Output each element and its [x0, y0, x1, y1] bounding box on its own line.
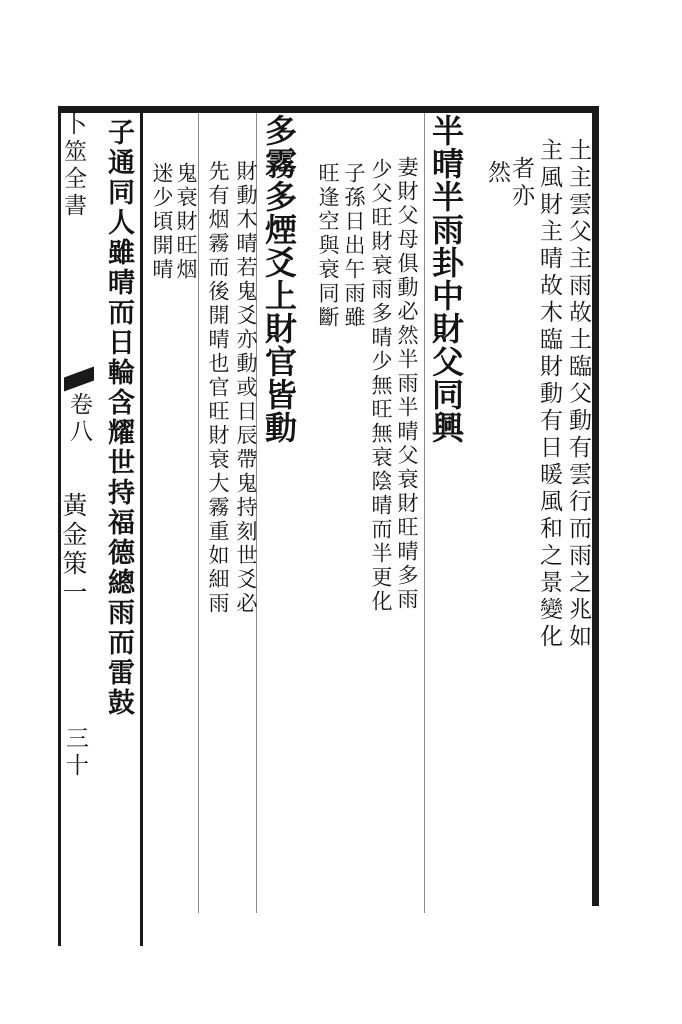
text-column: 妻財父母俱動必然半雨半晴父衰財旺晴多雨: [395, 156, 419, 612]
column-divider: [424, 113, 425, 913]
text-column: 主風財主晴故木臨財動有日暖風和之景變化: [536, 138, 562, 651]
verse-column: 子通同人雖晴而日輪含耀世持福德總雨而雷鼓: [103, 118, 134, 718]
text-column: 財動木晴若鬼爻亦動或日辰帶鬼持刻世爻必: [234, 160, 258, 616]
text-column: 旺逢空與衰同斷: [316, 162, 340, 330]
heading-column: 半晴半雨卦中財父同興: [427, 114, 465, 444]
text-column: 鬼衰財旺烟: [174, 162, 198, 282]
top-border-rule: [58, 106, 598, 113]
text-column: 少父旺財衰雨多晴少無旺無衰陰晴而半更化: [369, 158, 393, 614]
center-fold-rule: [140, 106, 143, 946]
margin-book-title: 卜筮全書: [60, 112, 86, 220]
margin-section: 黃金策一: [59, 492, 88, 608]
fishtail-mark-icon: [64, 367, 94, 392]
margin-volume: 卷八: [66, 392, 92, 446]
text-column: 先有烟霧而後開晴也官旺財衰大霧重如細雨: [206, 160, 230, 616]
heading-column: 多霧多煙爻上財官皆動: [260, 114, 298, 444]
text-column: 土主雲父主雨故土臨父動有雲行而雨之兆如: [565, 138, 591, 651]
column-divider: [198, 113, 199, 913]
text-column: 迷少頃開晴: [150, 162, 174, 282]
margin-page-number: 三十: [62, 726, 88, 780]
text-column: 然: [484, 160, 510, 187]
text-column: 者亦: [508, 156, 534, 210]
text-column: 子孫日出午雨雖: [342, 162, 366, 330]
right-border-rule: [592, 106, 599, 906]
